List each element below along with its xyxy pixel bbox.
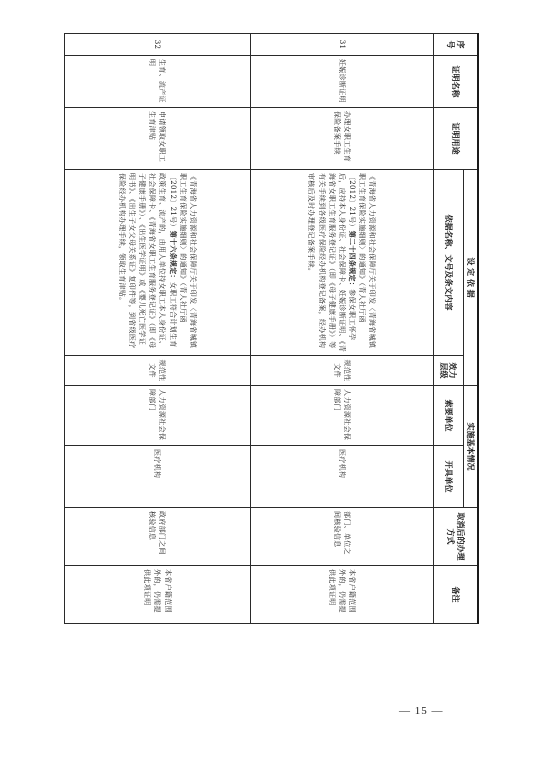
header-issue-unit: 开具单位 [433, 446, 463, 508]
row-purpose: 申请领取女职工生育津贴 [64, 108, 250, 170]
header-level: 效力层级 [433, 356, 463, 386]
certificate-table [64, 33, 479, 624]
header-name: 证明名称 [433, 56, 478, 108]
row-purpose: 办理女职工生育保险备案手续 [250, 108, 433, 170]
row-level: 规范性文件 [64, 356, 250, 386]
row-after: 政府部门之间核验信息 [64, 508, 250, 566]
header-basis-text: 依据名称、文号及条文内容 [433, 170, 463, 356]
row-name: 妊娠诊断证明 [250, 56, 433, 108]
basis-content: 女职工符合计划生育政策生育、流产的，由用人单位持女职工本人身份证、社会保障卡、《青海省女职工生育服务登记证》（即《母子健康手册》）、《出生医学证明》或《婴儿死亡医学证明书》、《出生子女父母关系证》复印件等，到省级医疗保险经办机构办理手续，领取生育津贴。 [117, 173, 177, 349]
basis-document: 《青海省人力资源和社会保障厅关于印发〈青海省城镇职工生育保险实施细则〉的通知》（青人社厅函〔2012〕21号） [168, 173, 197, 349]
row-req-unit: 人力资源社会保障部门 [64, 386, 250, 446]
header-basis-group: 设 定 依 据 [463, 170, 478, 386]
table-row [64, 34, 250, 624]
row-remark: 本省户籍范围外的，仍需提供此项证明 [64, 566, 250, 624]
basis-article: 第二十四条规定： [348, 230, 358, 290]
rotated-table-frame [66, 33, 479, 623]
row-basis [250, 170, 433, 356]
row-seq: 32 [64, 34, 250, 56]
header-impl-group: 实施基本情况 [463, 386, 478, 508]
header-remark: 备注 [433, 566, 478, 624]
row-level: 规范性文件 [250, 356, 433, 386]
header-req-unit: 索要单位 [433, 386, 463, 446]
basis-document: 《青海省人力资源和社会保障厅关于印发〈青海省城镇职工生育保险实施细则〉的通知》（青人社厅函〔2012〕21号） [348, 173, 377, 349]
row-issue-unit: 医疗机构 [250, 446, 433, 508]
table-row [250, 34, 433, 624]
header-seq: 序号 [433, 34, 478, 56]
row-seq: 31 [250, 34, 433, 56]
row-req-unit: 人力资源社会保障部门 [250, 386, 433, 446]
basis-content: 参保女职工怀孕后，应持本人身份证、社会保障卡、妊娠诊断证明、《青海省女职工生育服务登记证》（即《母子健康手册》）等有关手续到各级医疗保险经办机构登记备案，经办机构审核后及时办理登记备案手续。 [307, 173, 357, 352]
header-purpose: 证明用途 [433, 108, 478, 170]
row-after: 部门、单位之间核验信息 [250, 508, 433, 566]
row-issue-unit: 医疗机构 [64, 446, 250, 508]
row-basis [64, 170, 250, 356]
row-remark: 本省户籍范围外的，仍需提供此项证明 [250, 566, 433, 624]
page-number: — 15 — [399, 705, 444, 717]
basis-article: 第十六条规定： [168, 230, 178, 282]
header-after: 取消后的办理方式 [433, 508, 478, 566]
row-name: 生育、流产证明 [64, 56, 250, 108]
